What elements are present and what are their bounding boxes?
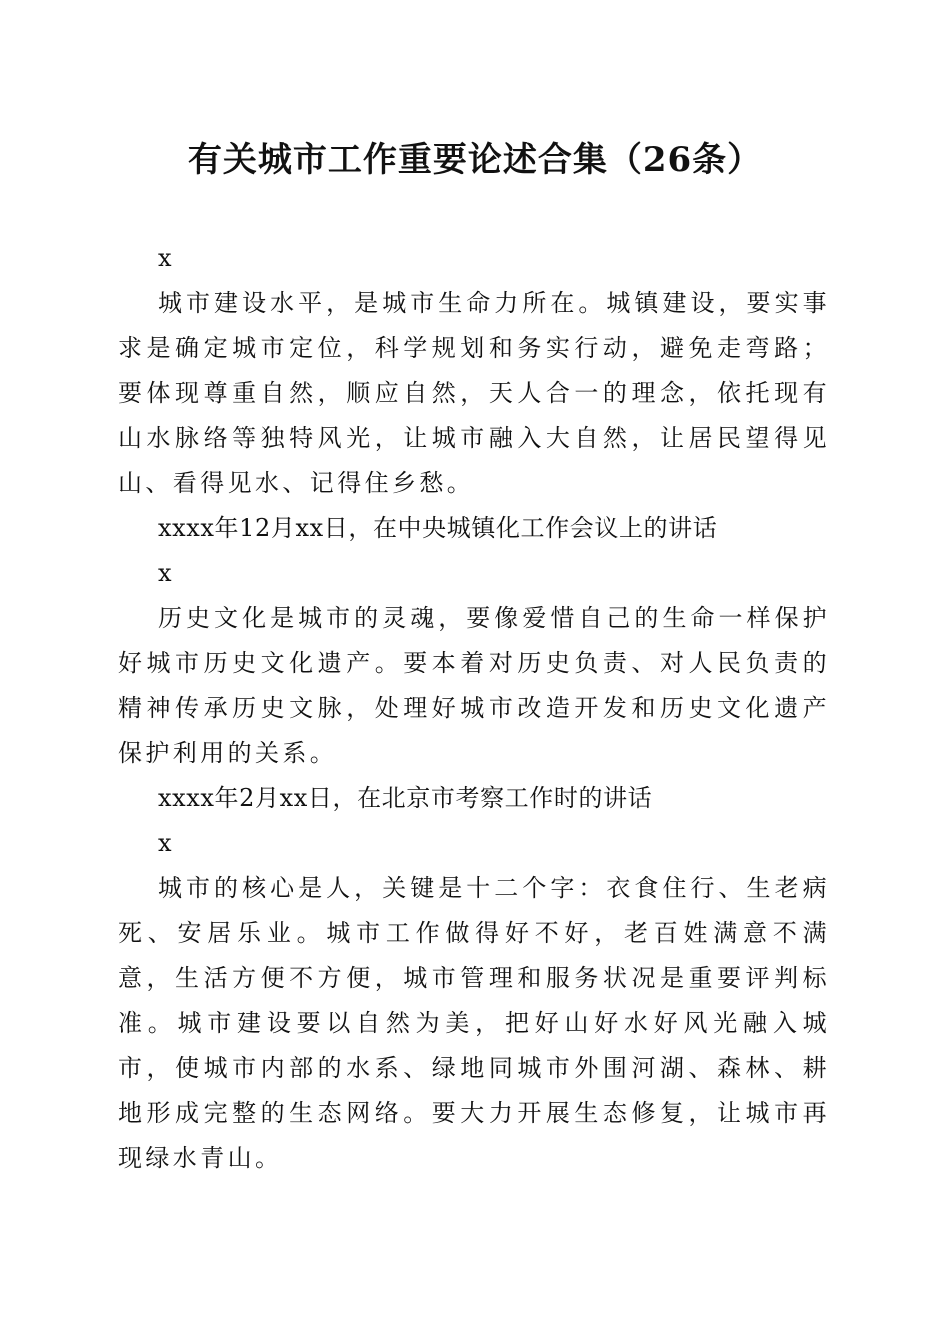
document-title: 有关城市工作重要论述合集（26条） (187, 140, 763, 180)
entry-3 (118, 821, 830, 1181)
entry-text: 城市的核心是人，关键是十二个字：衣食住行、生老病死、安居乐业。城市工作做得好不好，老百姓满意不满意，生活方便不方便，城市管理和服务状况是重要评判标准。城市建设要以自然为美，把好山好水好风光融入城市，使城市内部的水系、绿地同城市外围河湖、森林、耕地形成完整的生态网络。要大力开展生态修复，让城市再现绿水青山。 (118, 874, 830, 1172)
entry-source: xxxx年12月xx日，在中央城镇化工作会议上的讲话 (158, 514, 718, 542)
entry-marker: x (158, 559, 172, 587)
entry-text: 历史文化是城市的灵魂，要像爱惜自己的生命一样保护好城市历史文化遗产。要本着对历史负责、对人民负责的精神传承历史文脉，处理好城市改造开发和历史文化遗产保护利用的关系。 (118, 604, 830, 767)
entry-source: xxxx年2月xx日，在北京市考察工作时的讲话 (158, 784, 653, 812)
entry-text: 城市建设水平，是城市生命力所在。城镇建设，要实事求是确定城市定位，科学规划和务实行动，避免走弯路；要体现尊重自然，顺应自然，天人合一的理念，依托现有山水脉络等独特风光，让城市融入大自然，让居民望得见山、看得见水、记得住乡愁。 (118, 289, 830, 497)
entry-marker: x (158, 829, 172, 857)
document-body (118, 236, 830, 1181)
entry-1 (118, 236, 830, 551)
entry-marker: x (158, 244, 172, 272)
entry-2 (118, 551, 830, 821)
